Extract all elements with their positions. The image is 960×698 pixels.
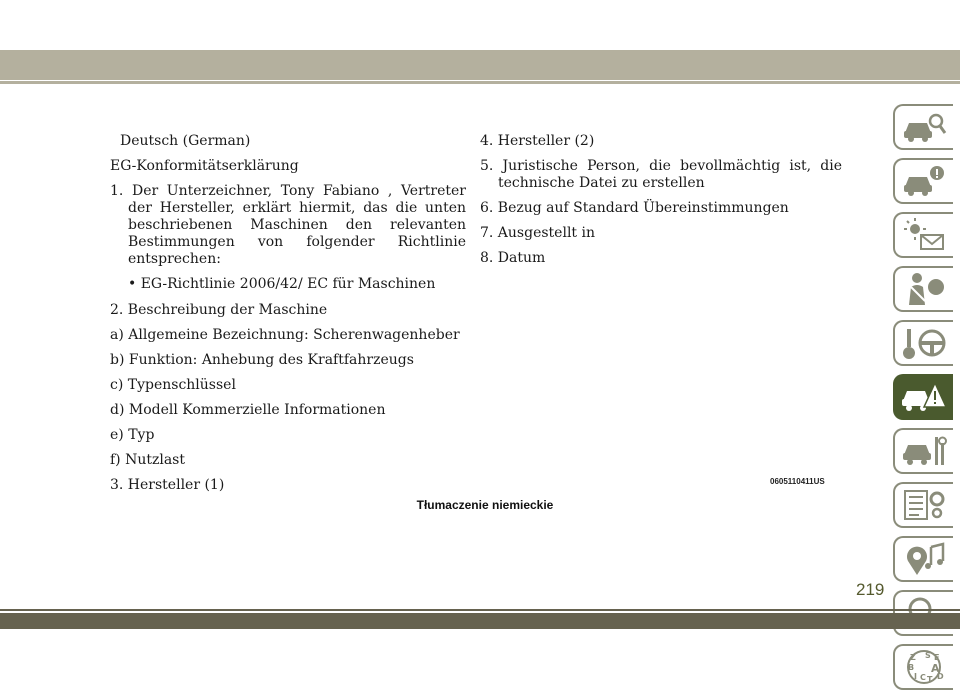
directive-bullet: • EG-Richtlinie 2006/42/ EC für Maschinen	[128, 276, 436, 292]
chapter-tab-list-gear[interactable]	[893, 482, 953, 528]
item-2: 2. Beschreibung der Maschine	[110, 302, 328, 318]
alphabet-index-icon	[901, 649, 947, 685]
item-7: 7. Ausgestellt in	[480, 225, 595, 241]
svg-text:T: T	[927, 675, 933, 684]
item-2e: e) Typ	[110, 427, 155, 443]
top-header-band	[0, 50, 960, 80]
car-info-icon	[901, 163, 947, 199]
light-message-icon	[901, 217, 947, 253]
chapter-tab-seatbelt-airbag[interactable]	[893, 266, 953, 312]
item-1: 1. Der Unterzeichner, Tony Fabiano , Vertreter der Hersteller, erklärt hiermit, das die unten beschriebenen Maschinen den relevanten Bestimmungen von folgender Richtlinie entsprechen:	[110, 183, 466, 267]
seatbelt-airbag-icon	[901, 271, 947, 307]
chapter-tab-car-info[interactable]	[893, 158, 953, 204]
svg-text:A: A	[931, 662, 940, 675]
chapter-tab-car-tools[interactable]	[893, 428, 953, 474]
item-6: 6. Bezug auf Standard Übereinstimmungen	[480, 200, 789, 216]
left-column	[110, 133, 466, 502]
item-4: 4. Hersteller (2)	[480, 133, 595, 149]
chapter-tab-light-message[interactable]	[893, 212, 953, 258]
item-2a: a) Allgemeine Bezeichnung: Scherenwagenheber	[110, 327, 460, 343]
language-label: Deutsch (German)	[120, 133, 251, 149]
chapter-tab-car-magnifier[interactable]	[893, 104, 953, 150]
car-tools-icon	[901, 433, 947, 469]
svg-text:Z: Z	[910, 653, 916, 662]
list-gear-icon	[901, 487, 947, 523]
svg-text:C: C	[920, 673, 926, 682]
item-2f: f) Nutzlast	[110, 452, 185, 468]
declaration-heading: EG-Konformitätserklärung	[110, 158, 299, 174]
car-magnifier-icon	[901, 109, 947, 145]
figure-code: 0605110411US	[770, 477, 825, 486]
page-number: 219	[856, 580, 885, 599]
chapter-tab-car-warning[interactable]	[893, 374, 953, 420]
figure-caption: Tłumaczenie niemieckie	[416, 498, 554, 512]
svg-text:D: D	[937, 672, 944, 681]
bottom-footer-band	[0, 613, 960, 629]
chapter-tab-location-music[interactable]	[893, 536, 953, 582]
svg-text:E: E	[934, 653, 940, 662]
svg-text:I: I	[914, 672, 917, 681]
right-column	[480, 133, 842, 275]
chapter-tab-alphabet-index[interactable]	[893, 644, 953, 690]
chapter-tab-key-steering[interactable]	[893, 320, 953, 366]
top-header-line	[0, 81, 960, 84]
svg-text:B: B	[908, 663, 915, 672]
bottom-footer-line	[0, 609, 960, 611]
location-music-icon	[901, 541, 947, 577]
item-2c: c) Typenschlüssel	[110, 377, 236, 393]
item-3: 3. Hersteller (1)	[110, 477, 225, 493]
car-warning-icon	[901, 379, 947, 415]
item-5: 5. Juristische Person, die bevollmächtig ist, die technische Datei zu erstellen	[480, 158, 842, 191]
item-2b: b) Funktion: Anhebung des Kraftfahrzeugs	[110, 352, 414, 368]
item-2d: d) Modell Kommerzielle Informationen	[110, 402, 386, 418]
key-steering-wheel-icon	[901, 325, 947, 361]
svg-text:S: S	[925, 651, 931, 660]
item-8: 8. Datum	[480, 250, 546, 266]
